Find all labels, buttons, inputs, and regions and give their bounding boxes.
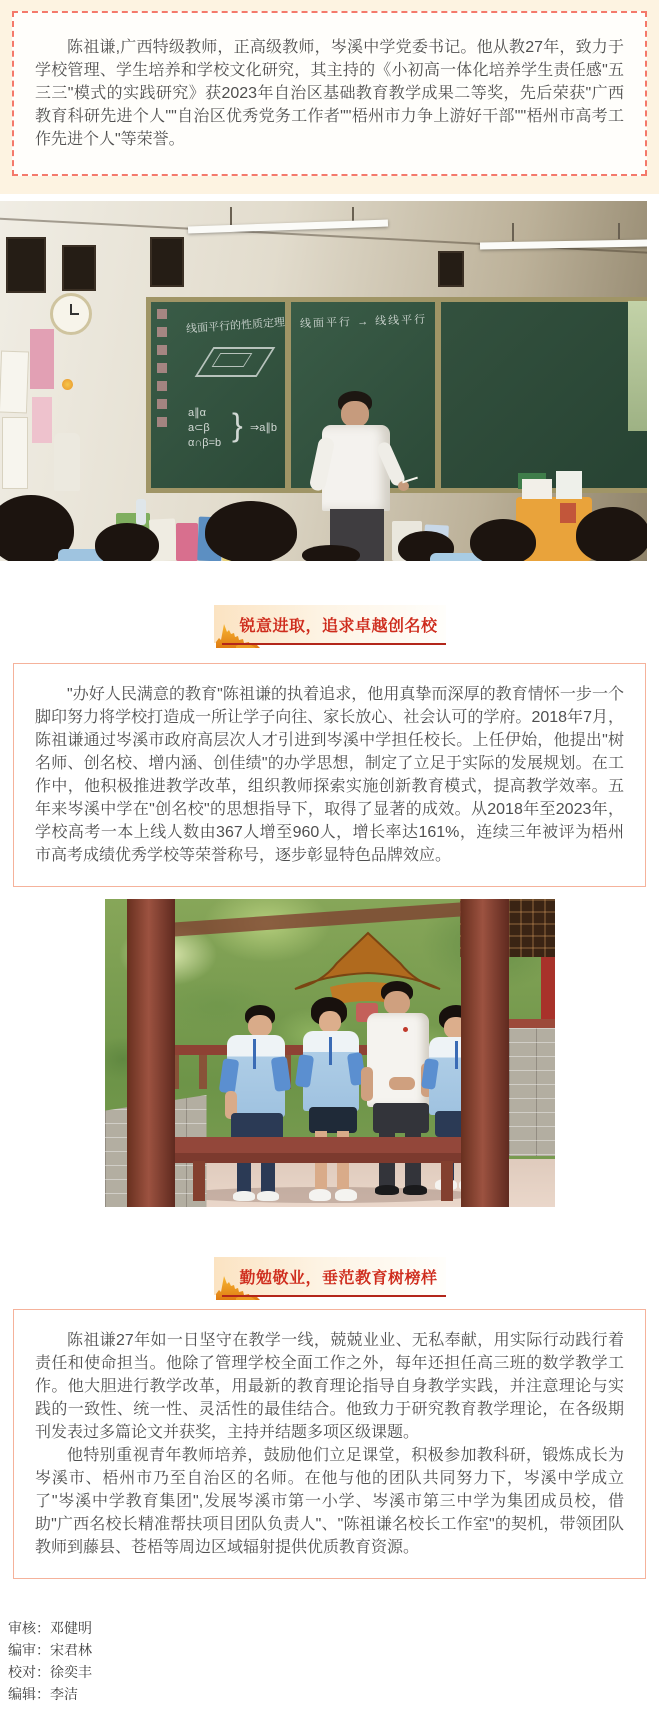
sneaker (335, 1189, 357, 1201)
pavilion-column (127, 899, 175, 1207)
student-head (470, 519, 536, 561)
board-title-chalk: 线面平行的性质定理 (185, 316, 286, 336)
leather-shoe (403, 1185, 427, 1195)
wall-papers (0, 351, 29, 414)
lanyard (455, 1041, 458, 1069)
board-right-chalk: 线面平行 → 线线平行 (299, 313, 428, 331)
student-face (248, 1015, 272, 1037)
student-face (319, 1011, 341, 1033)
bench-seat (161, 1137, 491, 1153)
intro-section (0, 0, 659, 194)
lanyard (253, 1039, 256, 1069)
fluorescent-light (188, 220, 388, 234)
credit-line: 校对：徐奕丰 (8, 1664, 92, 1680)
chalkboard-right (441, 302, 647, 488)
classroom-photo (0, 201, 647, 561)
skyline-icon (216, 618, 260, 648)
railing (509, 1019, 555, 1028)
credit-line: 审核：邓健明 (8, 1620, 92, 1636)
speaker (62, 245, 96, 291)
wall-papers (2, 417, 28, 489)
red-box (560, 503, 576, 523)
board-formula: a∥α (188, 407, 206, 419)
wall-clock (50, 293, 92, 335)
section-text-box (13, 1309, 646, 1579)
white-box (522, 479, 552, 499)
leather-shoe (375, 1185, 399, 1195)
sneaker (309, 1189, 331, 1201)
student-head (95, 523, 159, 561)
water-bottle (136, 499, 146, 525)
white-box (556, 471, 582, 499)
bench-leg (441, 1161, 453, 1201)
credits-footer (8, 1617, 659, 1719)
teacher-shirt (322, 425, 390, 511)
board-formula-result: ⇒a∥b (250, 422, 277, 434)
sneaker (233, 1191, 255, 1201)
book-stack (176, 523, 198, 561)
section-title: 锐意进取，追求卓越创名校 (239, 617, 438, 635)
pink-poster (30, 329, 54, 389)
interview-photo (105, 899, 555, 1207)
pavilion-column (461, 899, 509, 1207)
teacher-face (341, 401, 369, 427)
student-head (205, 501, 297, 561)
chalk-vertical-notes (157, 309, 167, 429)
section-paragraph: 陈祖谦27年如一日坚守在教学一线，兢兢业业、无私奉献，用实际行动践行着责任和使命担当。他除了管理学校全面工作之外，每年还担任高三班的数学教学工作。他大胆进行教学改革，用最新的教育理论指导自身教学实践，并注意理论与实践的一致性、统一性、灵活性的最佳结合。他致力于研究教育教学理论，在各级期刊发表过多篇论文并获奖，主持并结题多项区级课题。 (35, 1332, 624, 1441)
lanyard (329, 1037, 332, 1065)
section-heading-badge (214, 1257, 446, 1295)
intro-paragraph: 陈祖谦,广西特级教师，正高级教师，岑溪中学党委书记。他从教27年，致力于学校管理、学生培养和学校文化研究，其主持的《小初高一体化培养学生责任感"五三三"模式的实践研究》获2023年自治区基础教育教学成果二等奖，先后荣获"广西教育科研先进个人""自治区优秀党务工作者""梧州市力争上游好干部""梧州市高考工作先进个人"等荣誉。 (35, 39, 624, 148)
board-formula: a⊂β (188, 422, 210, 434)
student-shorts (309, 1107, 357, 1133)
teacher-arm (361, 1067, 373, 1101)
section-paragraph: 他特别重视青年教师培养，鼓励他们立足课堂，积极参加教科研，锻炼成长为岑溪市、梧州市乃至自治区的名师。在他与他的团队共同努力下，岑溪中学成立了"岑溪中学教育集团",发展岑溪市第一小学、岑溪市第三中学为集团成员校，借助"广西名校长精准帮扶项目团队负责人"、"陈祖谦名校长工作室"的契机，带领团队教师到藤县、苍梧等周边区域辐射提供优质教育资源。 (35, 1447, 624, 1556)
credit-line: 编审：宋君林 (8, 1642, 92, 1658)
teacher-shirt (367, 1013, 429, 1107)
bench-leg (193, 1161, 205, 1201)
party-pin (403, 1027, 408, 1032)
skyline-icon (216, 1270, 260, 1300)
stone-wall (509, 1028, 555, 1156)
teacher-hands (389, 1077, 415, 1090)
section-paragraph: "办好人民满意的教育"陈祖谦的执着追求，他用真挚而深厚的教育情怀一步一个脚印努力将学校打造成一所让学子向往、家长放心、社会认可的学府。2018年7月，陈祖谦通过岑溪市政府高层次人才引进到岑溪中学担任校长。上任伊始，他提出"树名师、创名校、增内涵、创佳绩"的办学思想，制定了立足于实际的发展规划。在工作中，他积极推进教学改革，组织教师探索实施创新教育模式，提高教学效率。五年来岑溪中学在"创名校"的思想指导下，取得了显著的成效。从2018年至2023年，学校高考一本上线人数由367人增至960人，增长率达161%，连续三年被评为梧州市高考成绩优秀学校等荣誉称号，逐步彰显特色品牌效应。 (35, 686, 624, 864)
sneaker (257, 1191, 279, 1201)
student-head (302, 545, 360, 561)
water-jug (54, 433, 80, 491)
teacher-face (384, 991, 410, 1015)
section-heading-badge (214, 605, 446, 643)
section-text-box (13, 663, 646, 887)
pink-poster (32, 397, 52, 443)
bench-apron (165, 1153, 487, 1163)
fluorescent-light (480, 240, 647, 250)
speaker (150, 237, 184, 287)
teacher-trousers (373, 1103, 429, 1133)
board-formula: α∩β=b (188, 437, 222, 449)
section-title: 勤勉敬业，垂范教育树榜样 (239, 1269, 438, 1287)
speaker (6, 237, 46, 293)
flower-decoration (62, 379, 73, 390)
board-brace: } (232, 407, 243, 443)
student-head (576, 507, 647, 561)
speaker (438, 251, 464, 287)
intro-highlight-box (12, 11, 647, 176)
credit-line: 编辑：李洁 (8, 1686, 78, 1702)
window-glow (628, 301, 647, 431)
